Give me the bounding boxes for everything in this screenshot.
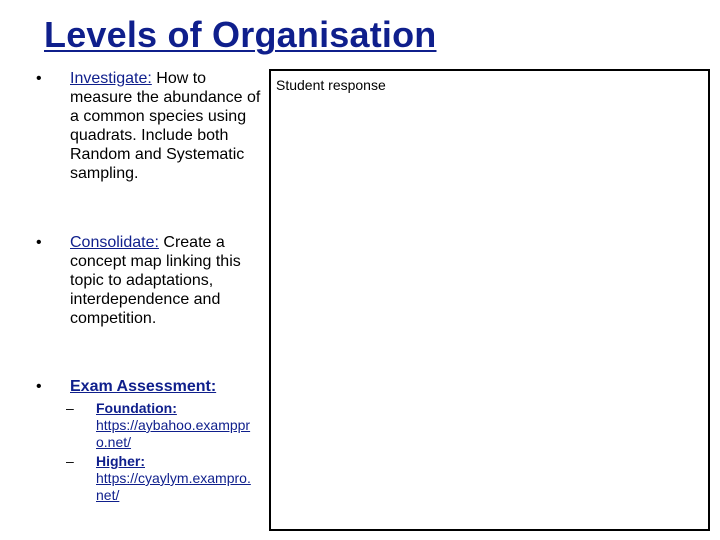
dash-marker: –: [66, 453, 74, 469]
foundation-label: Foundation:: [96, 400, 177, 416]
consolidate-text: Create a concept map linking this topic to adaptations, interdependence and competition.: [70, 234, 241, 327]
bullet-dot: •: [36, 234, 42, 251]
page-title: Levels of Organisation: [44, 14, 437, 55]
student-response-label: Student response: [276, 77, 386, 93]
bullet-investigate: [36, 69, 266, 183]
sub-item-higher: [66, 453, 258, 504]
bullet-exam-assessment: [36, 377, 266, 504]
bullet-consolidate: [36, 233, 266, 328]
bullet-dot: •: [36, 70, 42, 87]
investigate-label: Investigate:: [70, 70, 152, 87]
sub-item-foundation: [66, 400, 258, 451]
dash-marker: –: [66, 400, 74, 416]
bullet-dot: •: [36, 378, 42, 395]
foundation-link[interactable]: https://aybahoo.examppro.net/: [96, 417, 251, 450]
higher-label: Higher:: [96, 453, 145, 469]
consolidate-label: Consolidate:: [70, 234, 159, 251]
higher-link[interactable]: https://cyaylym.exampro.net/: [96, 470, 251, 503]
exam-assessment-label: Exam Assessment:: [70, 378, 217, 395]
investigate-text: How to measure the abundance of a common species using quadrats. Include both Random and Systematic sampling.: [70, 70, 261, 182]
student-response-box[interactable]: [269, 69, 710, 531]
